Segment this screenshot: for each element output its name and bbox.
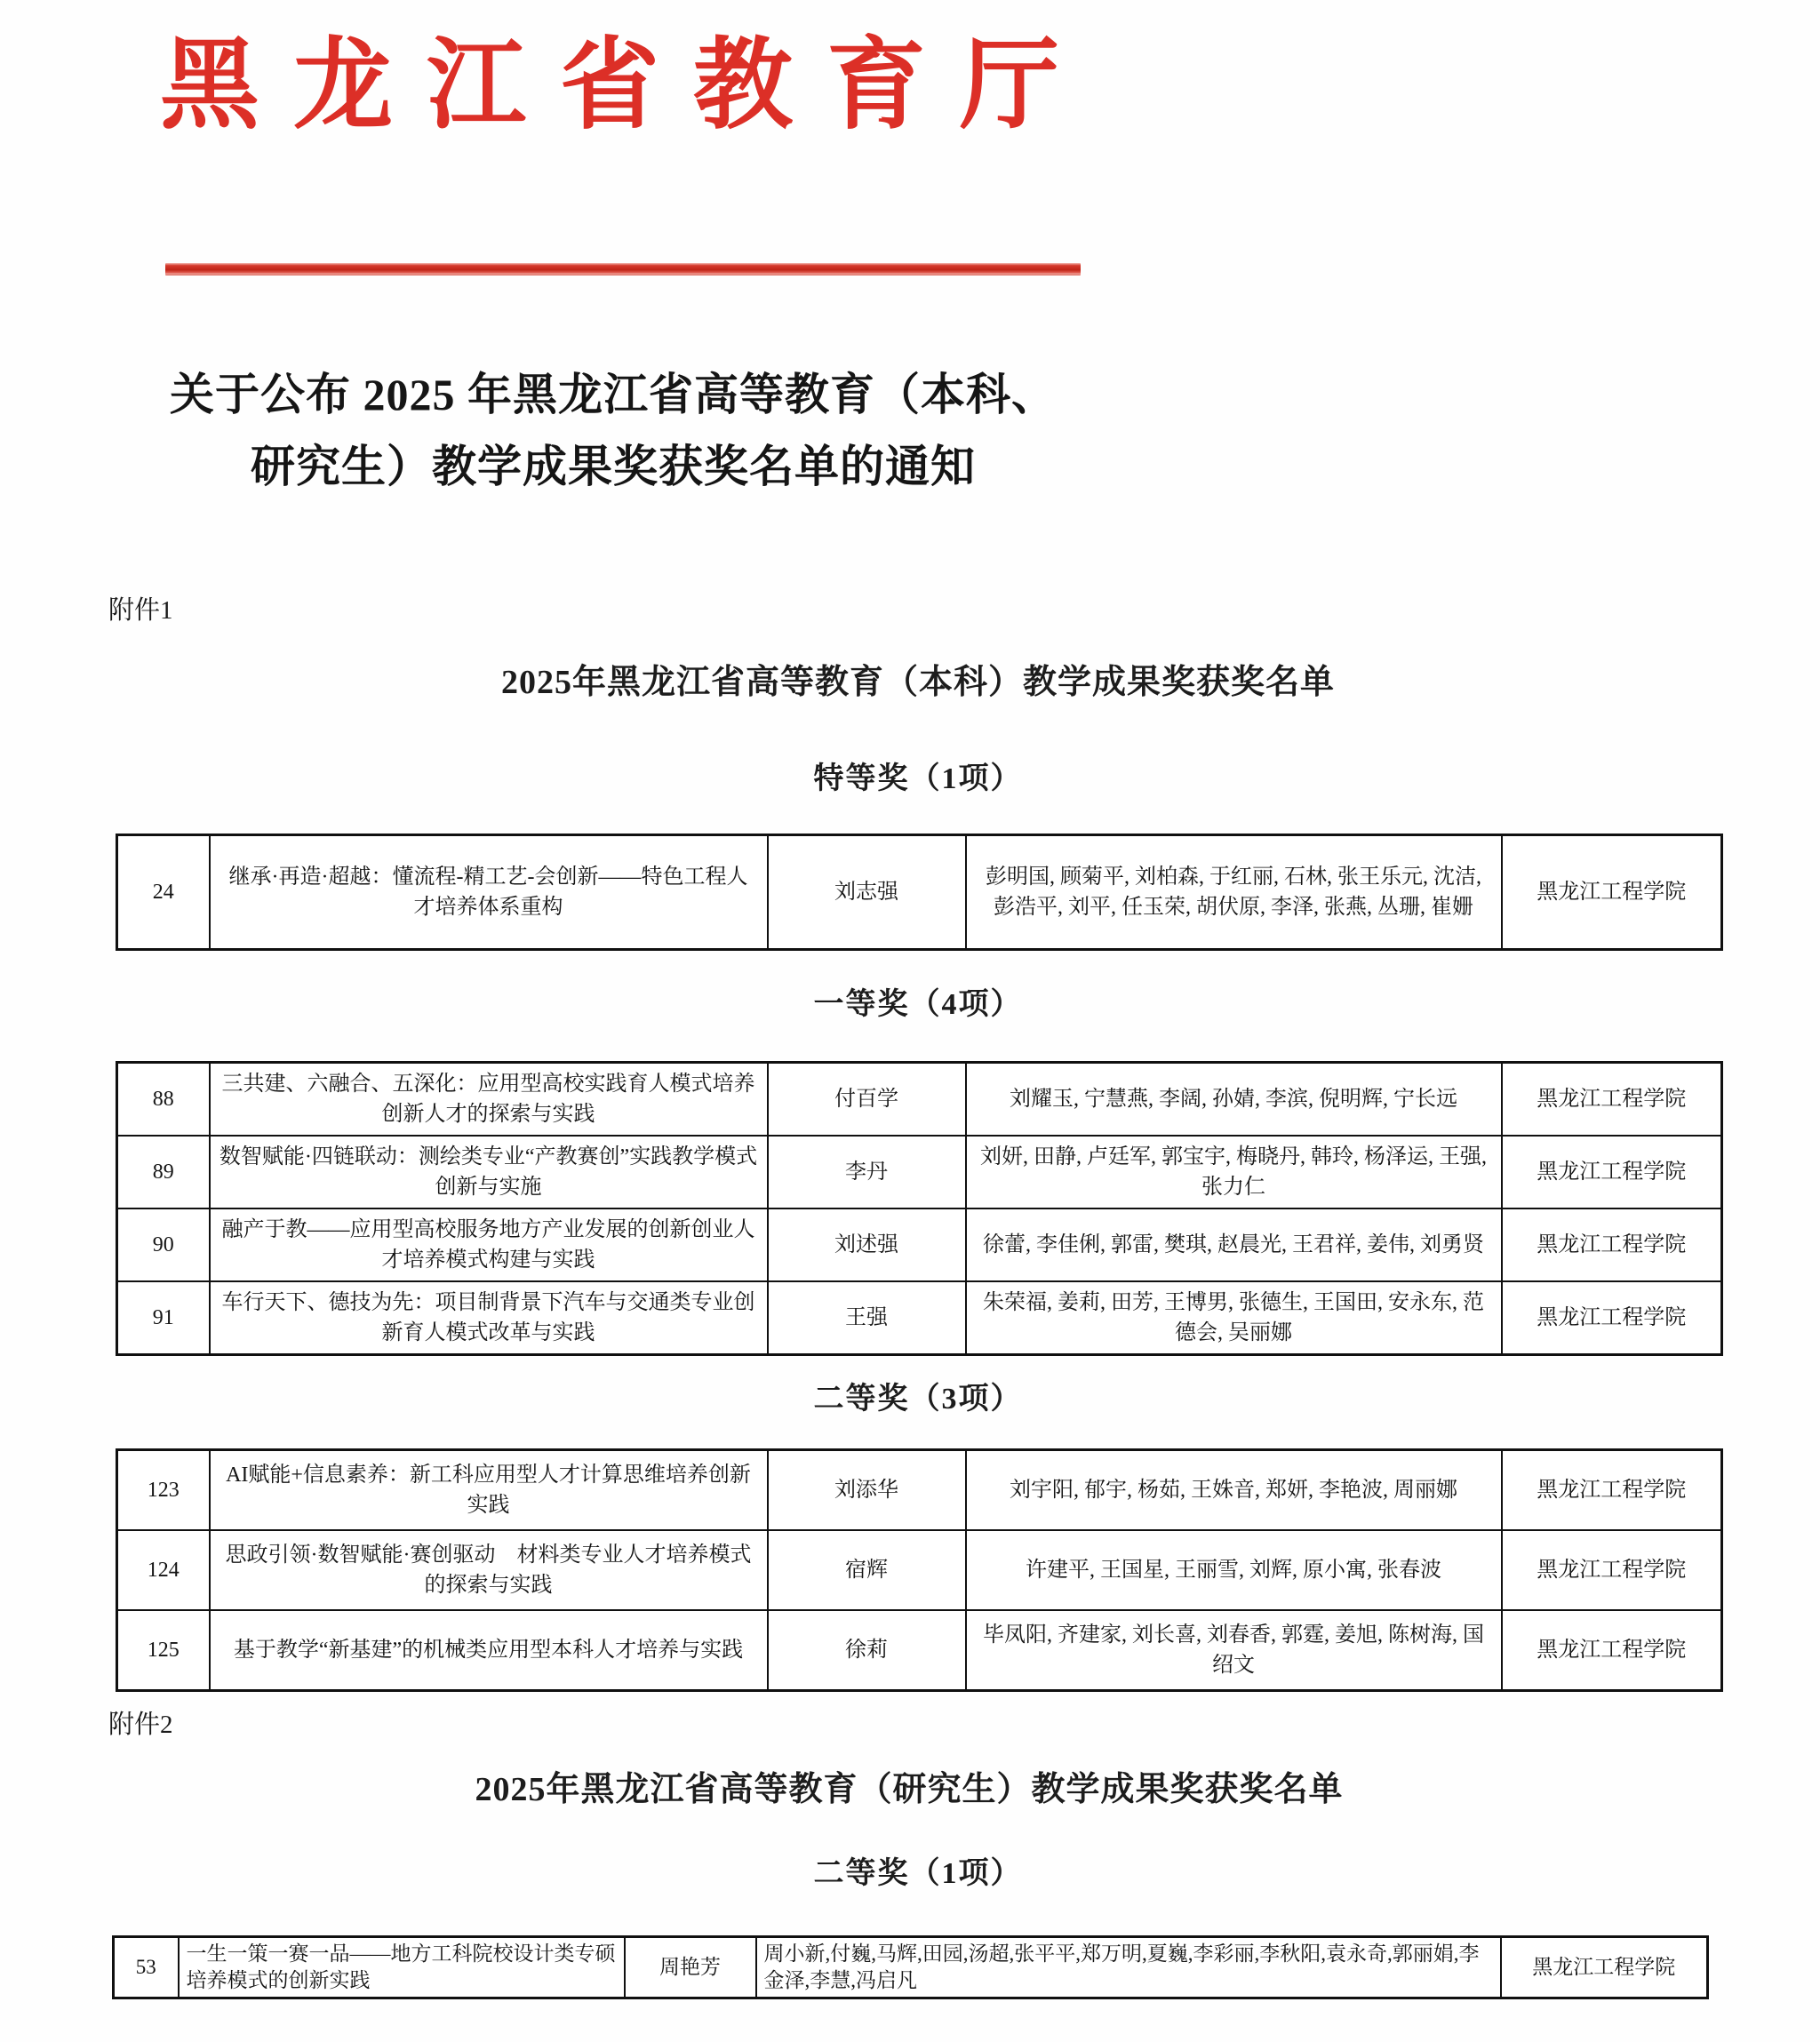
first-prize-table	[116, 1061, 1723, 1356]
team-members-cell: 刘妍, 田静, 卢廷军, 郭宝宇, 梅晓丹, 韩玲, 杨泽运, 王强, 张力仁	[966, 1136, 1502, 1208]
attachment1-label: 附件1	[108, 596, 173, 625]
first-prize-heading: 一等奖（4项）	[813, 988, 1023, 1021]
letterhead-character: 黑	[160, 31, 259, 141]
award-table-row	[117, 1208, 1722, 1281]
achievement-title-cell: 一生一策一赛一品——地方工科院校设计类专硕培养模式的创新实践	[179, 1937, 625, 1998]
institution-cell: 黑龙江工程学院	[1502, 1136, 1722, 1208]
award-table-row	[117, 1610, 1722, 1691]
team-members-cell: 许建平, 王国星, 王丽雪, 刘辉, 原小寓, 张春波	[966, 1530, 1502, 1610]
graduate-second-prize-heading: 二等奖（1项）	[813, 1857, 1023, 1890]
letterhead-divider-line	[165, 263, 1081, 275]
leader-name-cell: 王强	[768, 1281, 966, 1355]
team-members-cell: 刘宇阳, 郁宇, 杨茹, 王姝音, 郑妍, 李艳波, 周丽娜	[966, 1450, 1502, 1531]
attachment2-label: 附件2	[108, 1711, 173, 1739]
achievement-title-cell: 基于教学“新基建”的机械类应用型本科人才培养与实践	[210, 1610, 768, 1691]
notice-title-line1: 关于公布 2025 年黑龙江省高等教育（本科、	[170, 370, 1057, 419]
team-members-cell: 朱荣福, 姜莉, 田芳, 王博男, 张德生, 王国田, 安永东, 范德会, 吴丽娜	[966, 1281, 1502, 1355]
institution-cell: 黑龙江工程学院	[1502, 1450, 1722, 1531]
achievement-title-cell: AI赋能+信息素养：新工科应用型人才计算思维培养创新实践	[210, 1450, 768, 1531]
institution-cell: 黑龙江工程学院	[1502, 1281, 1722, 1355]
achievement-title-cell: 思政引领·数智赋能·赛创驱动 材料类专业人才培养模式的探索与实践	[210, 1530, 768, 1610]
achievement-title-cell: 继承·再造·超越：懂流程-精工艺-会创新——特色工程人才培养体系重构	[210, 835, 768, 950]
leader-name-cell: 周艳芳	[625, 1937, 756, 1998]
row-number-cell: 123	[117, 1450, 210, 1531]
letterhead-character: 教	[693, 31, 793, 141]
award-table-row	[114, 1937, 1708, 1998]
institution-cell: 黑龙江工程学院	[1502, 835, 1722, 950]
achievement-title-cell: 车行天下、德技为先：项目制背景下汽车与交通类专业创新育人模式改革与实践	[210, 1281, 768, 1355]
leader-name-cell: 李丹	[768, 1136, 966, 1208]
award-table-row	[117, 1281, 1722, 1355]
award-table-row	[117, 1530, 1722, 1610]
leader-name-cell: 刘志强	[768, 835, 966, 950]
achievement-title-cell: 融产于教——应用型高校服务地方产业发展的创新创业人才培养模式构建与实践	[210, 1208, 768, 1281]
second-prize-table	[116, 1448, 1723, 1692]
leader-name-cell: 宿辉	[768, 1530, 966, 1610]
row-number-cell: 124	[117, 1530, 210, 1610]
attachment2-section-title: 2025年黑龙江省高等教育（研究生）教学成果奖获奖名单	[475, 1771, 1344, 1808]
achievement-title-cell: 三共建、六融合、五深化：应用型高校实践育人模式培养创新人才的探索与实践	[210, 1063, 768, 1137]
award-table-row	[117, 1450, 1722, 1531]
attachment1-section-title: 2025年黑龙江省高等教育（本科）教学成果奖获奖名单	[500, 664, 1335, 701]
institution-cell: 黑龙江工程学院	[1502, 1530, 1722, 1610]
award-table-row	[117, 1063, 1722, 1137]
leader-name-cell: 刘添华	[768, 1450, 966, 1531]
team-members-cell: 彭明国, 顾菊平, 刘柏森, 于红丽, 石林, 张王乐元, 沈洁, 彭浩平, 刘平, 任玉荣, 胡伏原, 李泽, 张燕, 丛珊, 崔姗	[966, 835, 1502, 950]
award-table-row	[117, 835, 1722, 950]
award-table-row	[117, 1136, 1722, 1208]
second-prize-heading: 二等奖（3项）	[813, 1383, 1023, 1416]
letterhead-character: 省	[560, 31, 659, 141]
team-members-cell: 毕凤阳, 齐建家, 刘长喜, 刘春香, 郭霆, 姜旭, 陈树海, 国绍文	[966, 1610, 1502, 1691]
letterhead-character: 龙	[293, 31, 393, 141]
institution-cell: 黑龙江工程学院	[1501, 1937, 1708, 1998]
letterhead-character: 厅	[960, 31, 1059, 141]
row-number-cell: 125	[117, 1610, 210, 1691]
achievement-title-cell: 数智赋能·四链联动：测绘类专业“产教赛创”实践教学模式创新与实施	[210, 1136, 768, 1208]
notice-title-line2: 研究生）教学成果奖获奖名单的通知	[251, 442, 976, 491]
special-award-table	[116, 834, 1723, 951]
team-members-cell: 周小新,付巍,马辉,田园,汤超,张平平,郑万明,夏巍,李彩丽,李秋阳,袁永奇,郭丽娟,李金泽,李慧,冯启凡	[756, 1937, 1501, 1998]
letterhead-title	[160, 32, 1059, 141]
row-number-cell: 90	[117, 1208, 210, 1281]
graduate-second-prize-table	[112, 1935, 1709, 1999]
row-number-cell: 88	[117, 1063, 210, 1137]
leader-name-cell: 徐莉	[768, 1610, 966, 1691]
institution-cell: 黑龙江工程学院	[1502, 1610, 1722, 1691]
institution-cell: 黑龙江工程学院	[1502, 1208, 1722, 1281]
institution-cell: 黑龙江工程学院	[1502, 1063, 1722, 1137]
team-members-cell: 刘耀玉, 宁慧燕, 李阔, 孙婧, 李滨, 倪明辉, 宁长远	[966, 1063, 1502, 1137]
leader-name-cell: 刘述强	[768, 1208, 966, 1281]
leader-name-cell: 付百学	[768, 1063, 966, 1137]
row-number-cell: 89	[117, 1136, 210, 1208]
letterhead-character: 江	[427, 31, 526, 141]
row-number-cell: 24	[117, 835, 210, 950]
notice-title	[133, 359, 1093, 503]
letterhead-character: 育	[826, 31, 926, 141]
special-award-heading: 特等奖（1项）	[813, 762, 1023, 795]
team-members-cell: 徐蕾, 李佳俐, 郭雷, 樊琪, 赵晨光, 王君祥, 姜伟, 刘勇贤	[966, 1208, 1502, 1281]
row-number-cell: 91	[117, 1281, 210, 1355]
row-number-cell: 53	[114, 1937, 179, 1998]
